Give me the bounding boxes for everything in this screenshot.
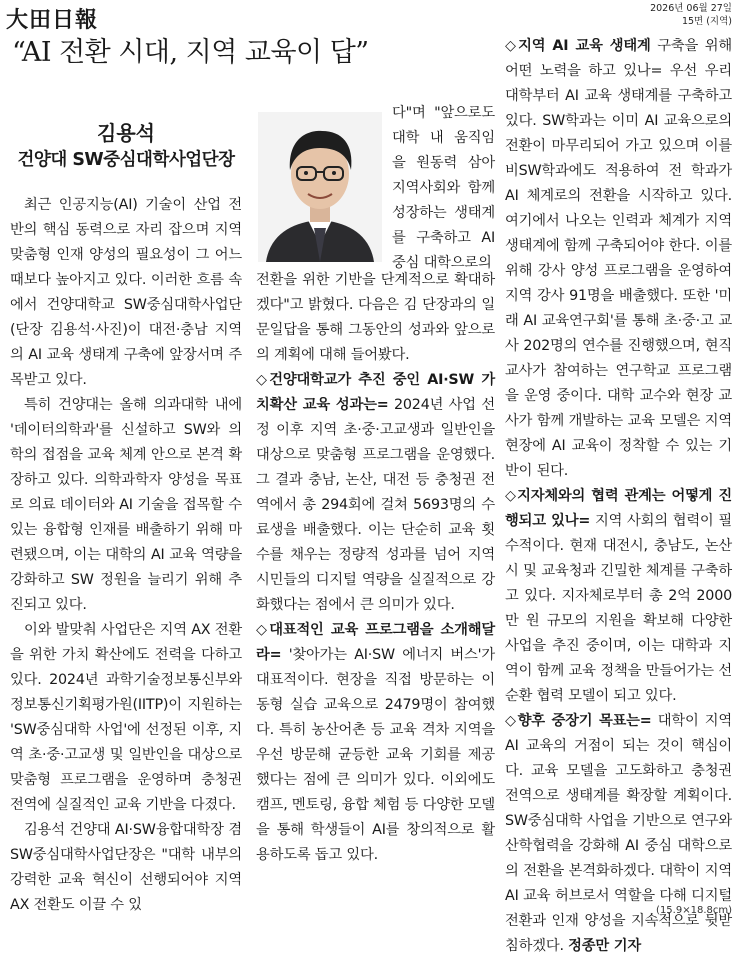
article-column-3 bbox=[505, 34, 732, 959]
author-photo bbox=[258, 112, 382, 262]
clipping-size-note: (15.9×18.8cm) bbox=[656, 905, 732, 916]
issue-meta bbox=[650, 2, 732, 28]
col3-qa bbox=[505, 484, 732, 709]
page-section: 15면 (지역) bbox=[681, 16, 732, 27]
col1-paragraph: 김용석 건양대 AI·SW융합대학장 겸 SW중심대학사업단장은 "대학 내부의 강력한 교육 혁신이 선행되어야 지역 AX 전환도 이끌 수 있 bbox=[10, 822, 242, 913]
answer-text: 대학이 지역 AI 교육의 거점이 되는 것이 핵심이다. 교육 모델을 고도화하고 충청권 전역으로 생태계를 확장할 계획이다. SW중심대학 사업을 기반으로 연구와 산학협력을 강화해 AI 중심 대학으로의 전환을 본격화하겠다. 대학이 지역 AI 교육 허브로서 역할을 다해 디지털 전환과 인재 양성을 지속적으로 뒷받침하겠다. bbox=[505, 713, 732, 954]
issue-date: 2026년 06월 27일 bbox=[650, 3, 732, 14]
question-heading: ◇대표적인 교육 프로그램을 소개해달라= bbox=[256, 622, 495, 663]
author-block bbox=[10, 120, 242, 174]
col2-paragraph bbox=[256, 268, 495, 368]
question-heading: ◇지역 AI 교육 생태계 bbox=[505, 38, 651, 54]
col1-paragraph: 최근 인공지능(AI) 기술이 산업 전반의 핵심 동력으로 자리 잡으며 지역 맞춤형 인재 양성의 필요성이 그 어느 때보다 높아지고 있다. 이러한 흐름 속에서 건양대학교 SW중심대학사업단(단장 김용석·사진)이 대전·충남 지역의 AI 교육 생태계 구축에 앞장서며 주목받고 있다. bbox=[10, 197, 242, 388]
col3-qa bbox=[505, 709, 732, 959]
question-heading: ◇건양대학교가 추진 중인 AI·SW 가치확산 교육 성과는= bbox=[256, 372, 495, 413]
portrait-illustration bbox=[258, 112, 382, 262]
reporter-byline: 정종만 기자 bbox=[568, 938, 641, 954]
col2-text: 전환을 위한 기반을 단계적으로 확대하겠다"고 밝혔다. 다음은 김 단장과의 일문일답을 통해 그동안의 성과와 앞으로의 계획에 대해 들어봤다. bbox=[256, 272, 495, 363]
answer-text: 2024년 사업 선정 이후 지역 초·중·고교생과 일반인을 대상으로 맞춤형 프로그램을 운영했다. 그 결과 충남, 논산, 대전 등 충청권 전역에서 총 294회에 걸쳐 5693명의 수료생을 배출했다. 이는 단순히 교육 횟수를 채우는 정량적 성과를 넘어 지역 시민들의 디지털 역량을 실질적으로 강화했다는 점에서 큰 의미가 있다. bbox=[256, 397, 495, 613]
newspaper-masthead: 大田日報 bbox=[6, 7, 99, 33]
article-column-2 bbox=[256, 268, 495, 868]
question-heading: ◇향후 중장기 목표는= bbox=[505, 713, 652, 729]
col2-top-text: 다"며 "앞으로도 대학 내 움직임을 원동력 삼아 지역사회와 함께 성장하는 생태계를 구축하고 AI 중심 대학으로의 bbox=[392, 105, 495, 271]
author-name: 김용석 bbox=[97, 121, 155, 145]
question-heading: ◇지자체와의 협력 관계는 어떻게 진행되고 있나= bbox=[505, 488, 732, 529]
article-column-2-top bbox=[392, 101, 495, 276]
col2-qa bbox=[256, 618, 495, 868]
answer-text: 지역 사회의 협력이 필수적이다. 현재 대전시, 충남도, 논산시 및 교육청과 긴밀한 체계를 구축하고 있다. 지자체로부터 총 2억 2000만 원 규모의 지원을 확보해 다양한 사업을 추진 중이며, 이는 대학과 지역이 함께 교육 정책을 만들어가는 선순환 협력 모델이 되고 있다. bbox=[505, 513, 732, 704]
answer-text: '찾아가는 AI·SW 에너지 버스'가 대표적이다. 현장을 직접 방문하는 이동형 실습 교육으로 2479명이 참여했다. 특히 농산어촌 등 교육 격차 지역을 우선 방문해 균등한 교육 기회를 제공했다는 점에 큰 의미가 있다. 이외에도 캠프, 멘토링, 융합 체험 등 다양한 모델을 통해 학생들이 AI를 창의적으로 활용하도록 돕고 있다. bbox=[256, 647, 495, 863]
article-headline: “AI 전환 시대, 지역 교육이 답” bbox=[12, 37, 369, 68]
col2-qa bbox=[256, 368, 495, 618]
col1-paragraph: 특히 건양대는 올해 의과대학 내에 '데이터의학과'를 신설하고 SW와 의학의 접점을 교육 체계 안으로 본격 확장하고 있다. 의학과학자 양성을 목표로 의료 데이터와 AI 기술을 접목할 수 있는 융합형 인재를 배출하기 위해 마련됐으며, 이는 대학의 AI 교육 역량을 강화하고 SW 정원을 늘리기 위해 추진되고 있다. bbox=[10, 397, 242, 613]
col3-qa bbox=[505, 34, 732, 484]
article-column-1 bbox=[10, 193, 242, 918]
author-role: 건양대 SW중심대학사업단장 bbox=[17, 150, 235, 170]
answer-text: 구축을 위해 어떤 노력을 하고 있나= 우선 우리 대학부터 AI 교육 생태계를 구축하고 있다. SW학과는 이미 AI 교육으로의 전환이 마무리되어 가고 있으며 이를 비SW학과에도 적용하여 전 학과가 AI 체계로의 전환을 시작하고 있다. 여기에서 나오는 인력과 체계가 지역생태계에 함께 구축되어야 한다. 이를 위해 강사 양성 프로그램을 운영하여 지역 강사 91명을 배출했다. 또한 '미래 AI 교육연구회'를 통해 초·중·고 교사 202명의 연수를 진행했으며, 현직 교사가 참여하는 연구학교 프로그램을 운영 중이다. 대학 교수와 현장 교사가 함께 개발하는 교육 모델은 지역 현장에 AI 교육이 정착할 수 있는 기반이 된다. bbox=[505, 38, 733, 479]
col1-paragraph: 이와 발맞춰 사업단은 지역 AX 전환을 위한 가치 확산에도 전력을 다하고 있다. 2024년 과학기술정보통신부와 정보통신기획평가원(IITP)이 지원하는 'SW중심대학 사업'에 선정된 이후, 지역 초·중·고교생 및 일반인을 대상으로 맞춤형 프로그램을 운영하며 충청권 전역에 실질적인 교육 기반을 다졌다. bbox=[10, 622, 242, 813]
